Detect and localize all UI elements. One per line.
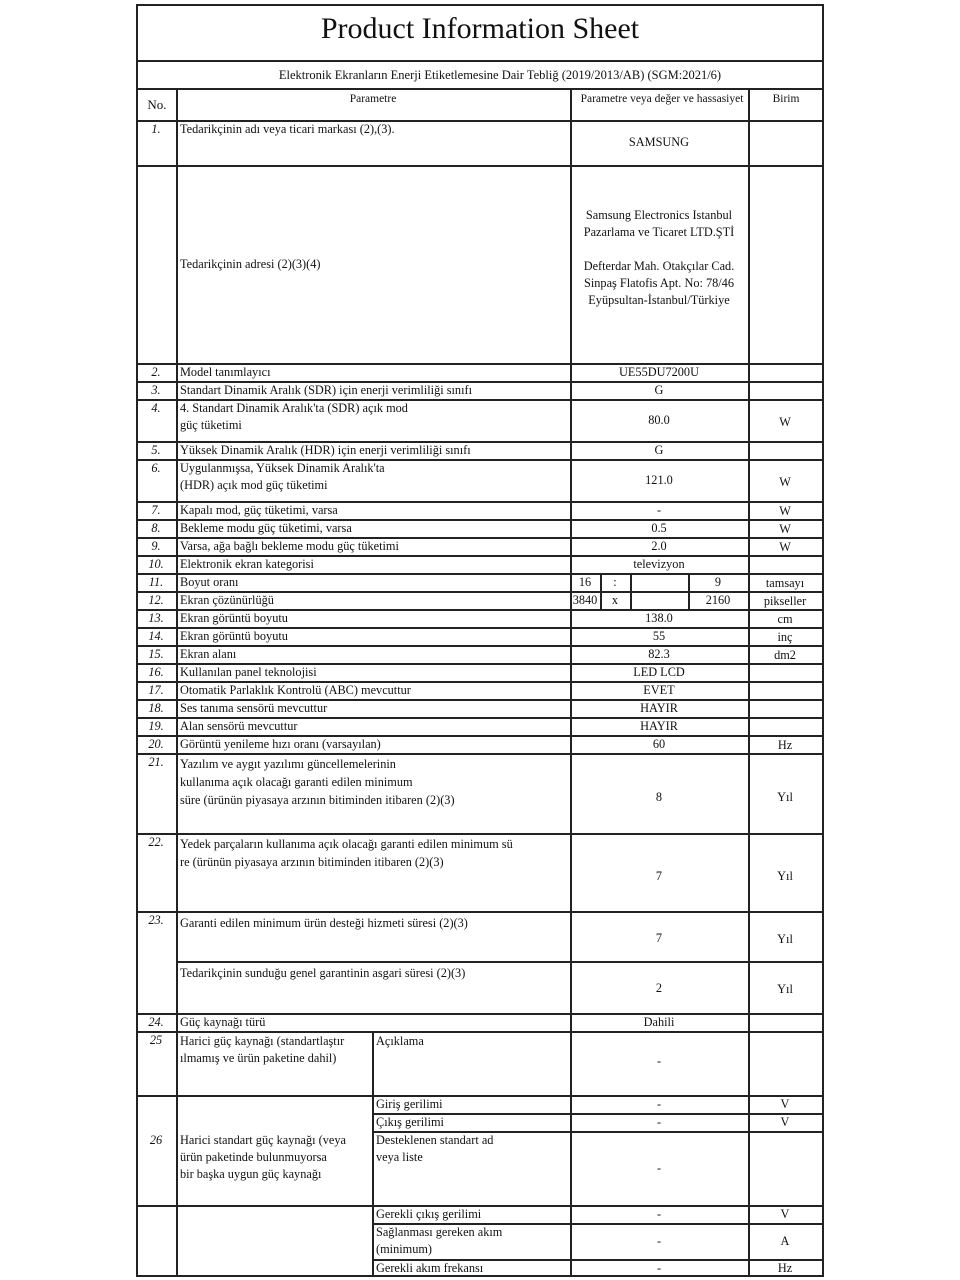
sub-column-divider — [372, 1031, 374, 1277]
row-number: 16. — [148, 665, 164, 679]
row-unit: Yıl — [777, 869, 793, 883]
row-value: - — [656, 1261, 662, 1275]
row-value-line: Defterdar Mah. Otakçılar Cad. — [583, 259, 735, 273]
row-value-line: Sinpaş Flatofis Apt. No: 78/46 — [584, 276, 734, 290]
row-unit: W — [779, 522, 791, 536]
row-unit: Hz — [777, 1261, 793, 1275]
row-value-line: Eyüpsultan-İstanbul/Türkiye — [588, 293, 730, 307]
row-unit: W — [779, 504, 791, 518]
header-parametre: Parametre — [349, 93, 397, 105]
row-parameter: Kapalı mod, güç tüketimi, varsa — [180, 503, 338, 517]
row-value: - — [656, 1097, 662, 1111]
row-number: 13. — [148, 611, 164, 625]
row-parameter: Tedarikçinin sunduğu genel garantinin asgari süresi (2)(3) — [180, 966, 466, 980]
row-number: 7. — [151, 503, 161, 517]
row-value: 121.0 — [645, 473, 673, 487]
row-number: 25 — [149, 1033, 163, 1047]
row-value-line: Samsung Electronics Istanbul — [585, 208, 733, 222]
header-deger: Parametre veya değer ve hassasiyet — [580, 93, 744, 105]
row-unit: Yıl — [777, 982, 793, 996]
row-unit: cm — [777, 612, 793, 626]
row-parameter-line: süre (ürünün piyasaya arzının bitiminden itibaren (2)(3) — [180, 793, 455, 807]
row-number: 18. — [148, 701, 164, 715]
row-number: 17. — [148, 683, 164, 697]
row-value: 60 — [652, 737, 666, 751]
row-parameter: Garanti edilen minimum ürün desteği hizmeti süresi (2)(3) — [180, 916, 468, 930]
row-parameter: Kullanılan panel teknolojisi — [180, 665, 317, 679]
row-parameter: Uygulanmışsa, Yüksek Dinamik Aralık'ta (HDR) açık mod güç tüketimi — [180, 461, 385, 492]
row-value: - — [656, 1207, 662, 1221]
row-value-line: Pazarlama ve Ticaret LTD.ŞTİ — [583, 225, 735, 239]
split-divider — [630, 573, 632, 591]
row-sub-label: Çıkış gerilimi — [376, 1115, 444, 1129]
column-divider-no — [176, 1031, 178, 1277]
row-sub-label: Açıklama — [376, 1034, 424, 1048]
row-value-second: 2160 — [705, 593, 731, 607]
row-parameter: Güç kaynağı türü — [180, 1015, 266, 1029]
row-number: 4. — [151, 401, 161, 415]
row-number: 9. — [151, 539, 161, 553]
row-unit: V — [780, 1097, 790, 1111]
row-value: 7 — [655, 869, 663, 883]
row-parameter-line: ılmamış ve ürün paketine dahil) — [180, 1051, 337, 1065]
row-sub-label: Desteklenen standart ad veya liste — [376, 1133, 494, 1164]
row-value-first: 16 — [578, 575, 592, 589]
row-parameter: Görüntü yenileme hızı oranı (varsayılan) — [180, 737, 381, 751]
row-number: 5. — [151, 443, 161, 457]
row-parameter: Bekleme modu güç tüketimi, varsa — [180, 521, 352, 535]
row-unit: tamsayı — [765, 576, 805, 590]
row-number: 22. — [148, 835, 164, 849]
row-value: G — [654, 383, 664, 397]
row-value: 80.0 — [648, 413, 670, 427]
row-value: HAYIR — [640, 719, 678, 733]
row-sub-label: Sağlanması gereken akım (minimum) — [376, 1225, 503, 1256]
row-number: 10. — [148, 557, 164, 571]
row-parameter-line: Yedek parçaların kullanıma açık olacağı garanti edilen minimum sü — [180, 837, 513, 851]
row-number: 19. — [148, 719, 164, 733]
row-parameter-line: Harici standart güç kaynağı (veya — [180, 1133, 346, 1147]
header-birim: Birim — [772, 93, 800, 105]
row-number: 26 — [149, 1133, 163, 1147]
row-unit: dm2 — [774, 648, 796, 662]
row-value: - — [656, 1234, 662, 1248]
column-divider-value — [748, 90, 750, 1031]
row-number: 3. — [151, 383, 161, 397]
row-unit: W — [779, 540, 791, 554]
row-divider — [176, 961, 822, 963]
row-value: 82.3 — [648, 647, 670, 661]
row-divider — [138, 165, 822, 167]
row-number: 21. — [148, 755, 164, 769]
row-value-separator: : — [613, 575, 617, 589]
row-parameter: Otomatik Parlaklık Kontrolü (ABC) mevcuttur — [180, 683, 411, 697]
row-value-second: 9 — [714, 575, 722, 589]
row-parameter: Alan sensörü mevcuttur — [180, 719, 298, 733]
row-divider — [138, 833, 822, 835]
split-divider — [630, 591, 632, 609]
row-unit: Yıl — [777, 932, 793, 946]
row-unit: Hz — [777, 738, 793, 752]
row-parameter: Ekran alanı — [180, 647, 237, 661]
row-number: 14. — [148, 629, 164, 643]
row-sub-label: Giriş gerilimi — [376, 1097, 443, 1111]
row-parameter: Ekran görüntü boyutu — [180, 629, 288, 643]
row-parameter: Standart Dinamik Aralık (SDR) için enerji verimliliği sınıfı — [180, 383, 473, 397]
row-number: 1. — [151, 122, 161, 136]
row-number: 23. — [148, 913, 164, 927]
row-unit: Yıl — [777, 790, 793, 804]
row-unit: inç — [777, 630, 793, 644]
header-no: No. — [147, 97, 167, 112]
row-number: 11. — [148, 575, 164, 589]
row-value-first: 3840 — [572, 593, 598, 607]
row-value-separator: x — [611, 593, 619, 607]
row-parameter-line: Harici güç kaynağı (standartlaştır — [180, 1034, 345, 1048]
row-number: 6. — [151, 461, 161, 475]
row-value: EVET — [643, 683, 675, 697]
row-value: 138.0 — [645, 611, 673, 625]
row-sub-label: Gerekli akım frekansı — [376, 1261, 484, 1275]
row-value: 7 — [655, 931, 663, 945]
row-parameter: Tedarikçinin adı veya ticari markası (2),(3). — [180, 122, 395, 136]
row-parameter: Ekran çözünürlüğü — [180, 593, 274, 607]
product-information-sheet — [136, 4, 824, 1277]
row-parameter: Ekran görüntü boyutu — [180, 611, 288, 625]
row-value: HAYIR — [640, 701, 678, 715]
row-parameter: Varsa, ağa bağlı bekleme modu güç tüketimi — [180, 539, 399, 553]
row-number: 15. — [148, 647, 164, 661]
row-value: UE55DU7200U — [619, 365, 699, 379]
row-unit: V — [780, 1207, 790, 1221]
row-value: televizyon — [633, 557, 685, 571]
row-value: Dahili — [643, 1015, 675, 1029]
row-parameter-line: bir başka uygun güç kaynağı — [180, 1167, 322, 1181]
row-value: - — [656, 1115, 662, 1129]
row-unit: V — [780, 1115, 790, 1129]
row-unit: pikseller — [763, 594, 807, 608]
row-value: - — [656, 503, 662, 517]
row-value: 8 — [655, 790, 663, 804]
row-parameter: Boyut oranı — [180, 575, 239, 589]
row-value: - — [656, 1054, 662, 1068]
row-parameter: Ses tanıma sensörü mevcuttur — [180, 701, 328, 715]
row-unit: W — [779, 415, 791, 429]
row-unit: A — [780, 1234, 790, 1248]
row-parameter: Yüksek Dinamik Aralık (HDR) için enerji verimliliği sınıfı — [180, 443, 471, 457]
row-divider — [138, 1205, 372, 1207]
row-value: 2.0 — [651, 539, 667, 553]
row-sub-label: Gerekli çıkış gerilimi — [376, 1207, 482, 1221]
row-parameter-line: re (ürünün piyasaya arzının bitiminden itibaren (2)(3) — [180, 855, 444, 869]
row-number: 2. — [151, 365, 161, 379]
row-parameter-line: Yazılım ve aygıt yazılımı güncellemelerinin — [180, 757, 396, 771]
row-parameter: Tedarikçinin adresi (2)(3)(4) — [180, 257, 321, 271]
row-number: 12. — [148, 593, 164, 607]
row-number: 8. — [151, 521, 161, 535]
row-value: 0.5 — [651, 521, 667, 535]
row-number: 24. — [148, 1015, 164, 1029]
row-value: LED LCD — [633, 665, 685, 679]
row-parameter: Elektronik ekran kategorisi — [180, 557, 314, 571]
row-parameter: 4. Standart Dinamik Aralık'ta (SDR) açık mod güç tüketimi — [180, 401, 408, 432]
row-value: 2 — [655, 981, 663, 995]
row-parameter: Model tanımlayıcı — [180, 365, 271, 379]
row-divider — [138, 753, 822, 755]
column-divider-no — [176, 90, 178, 1031]
row-value: - — [656, 1161, 662, 1175]
row-parameter-line: ürün paketinde bulunmuyorsa — [180, 1150, 327, 1164]
row-divider — [138, 911, 822, 913]
row-value: 55 — [652, 629, 666, 643]
row-value: G — [654, 443, 664, 457]
sheet-subtitle: Elektronik Ekranların Enerji Etiketlemesine Dair Tebliğ (2019/2013/AB) (SGM:2021/6) — [138, 62, 822, 90]
row-unit: W — [779, 475, 791, 489]
row-number: 20. — [148, 737, 164, 751]
sheet-title: Product Information Sheet — [138, 6, 822, 62]
row-parameter-line: kullanıma açık olacağı garanti edilen minimum — [180, 775, 413, 789]
row-value: SAMSUNG — [628, 135, 690, 149]
